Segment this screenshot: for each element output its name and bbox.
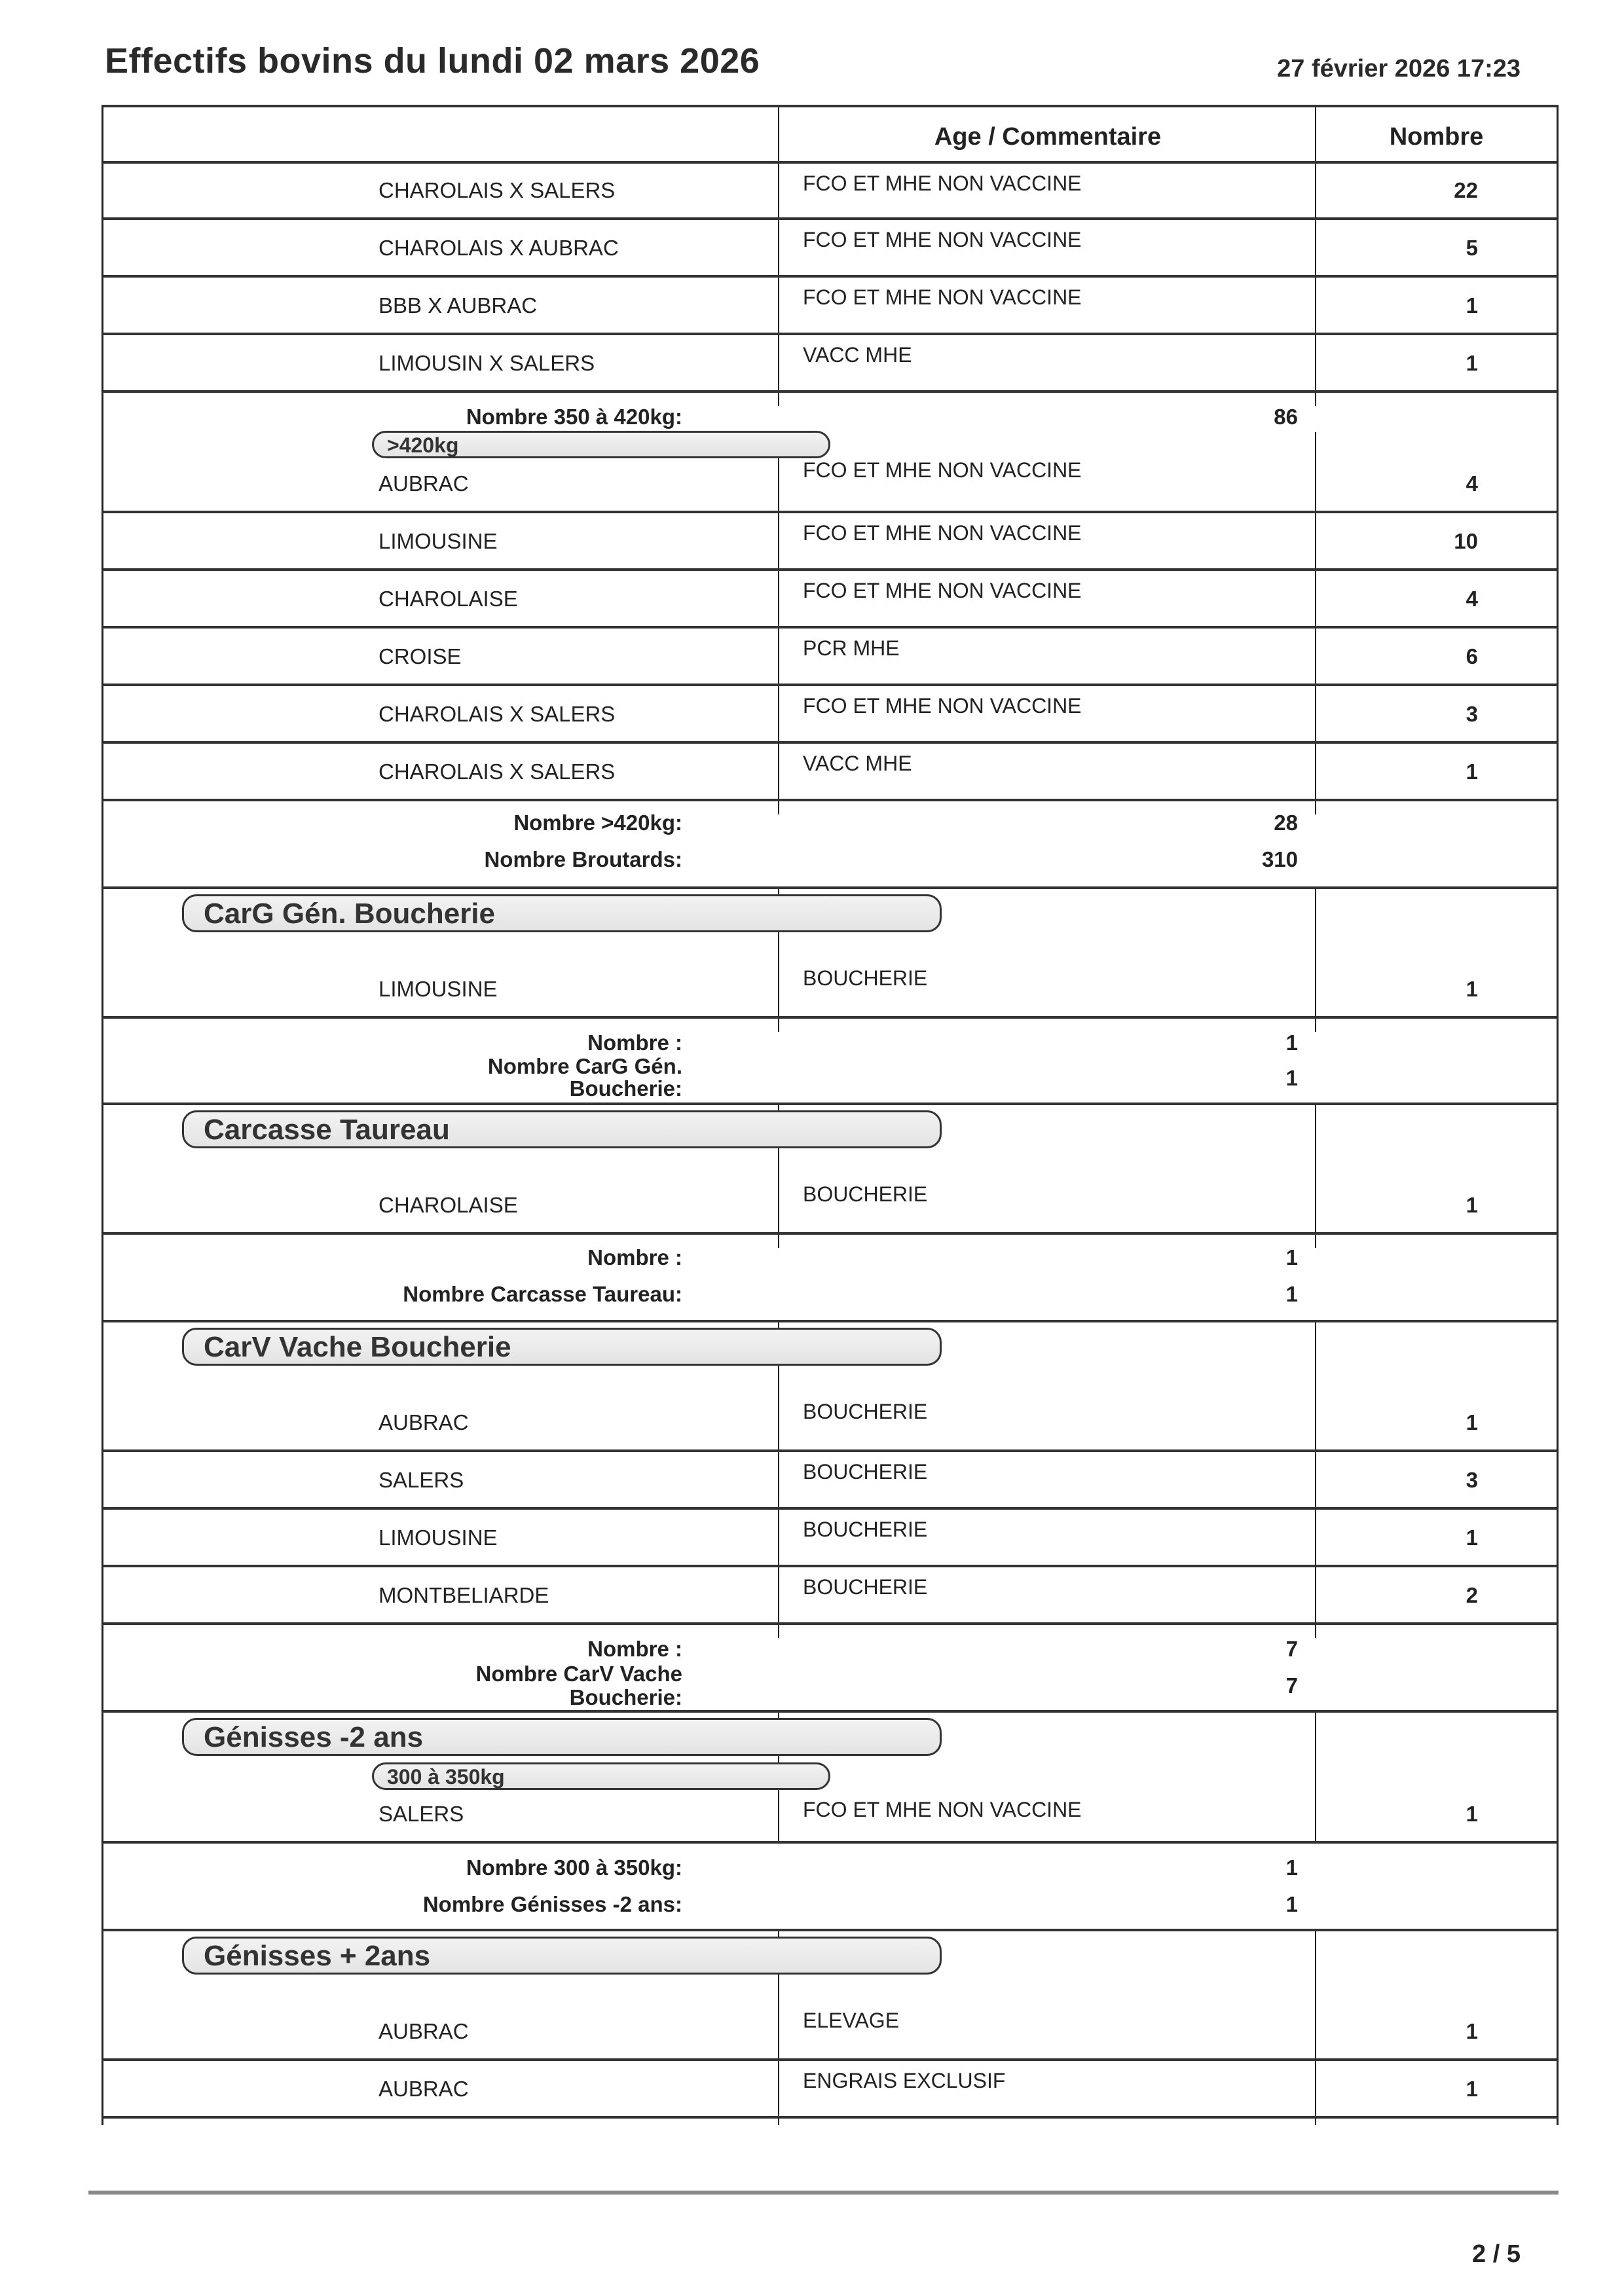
table-row	[101, 686, 1559, 744]
table-row	[101, 2061, 1559, 2119]
comment: BOUCHERIE	[803, 1460, 928, 1484]
breed: MONTBELIARDE	[378, 1583, 549, 1607]
total-label: Nombre :	[587, 1637, 682, 1661]
count: 6	[1466, 644, 1478, 668]
count: 1	[1466, 1525, 1478, 1550]
count: 1	[1466, 759, 1478, 784]
table-row	[101, 278, 1559, 335]
count: 1	[1466, 2077, 1478, 2101]
count: 1	[1466, 2019, 1478, 2043]
comment: FCO ET MHE NON VACCINE	[803, 521, 1082, 545]
breed: SALERS	[378, 1468, 464, 1492]
table-row	[101, 571, 1559, 629]
comment: BOUCHERIE	[803, 1575, 928, 1599]
breed: CHAROLAIS X SALERS	[378, 178, 616, 202]
totals-row	[101, 1019, 1559, 1105]
totals-row	[101, 1625, 1559, 1713]
group-row	[101, 1322, 1559, 1452]
comment: FCO ET MHE NON VACCINE	[803, 228, 1082, 251]
breed: BBB X AUBRAC	[378, 293, 538, 318]
count: 3	[1466, 1468, 1478, 1492]
table-row	[101, 335, 1559, 393]
group-row	[101, 889, 1559, 1019]
breed: SALERS	[378, 1802, 464, 1826]
total-value: 28	[1274, 811, 1298, 835]
count: 1	[1466, 293, 1478, 318]
total-value: 7	[1285, 1673, 1298, 1698]
total-label: Nombre 300 à 350kg:	[466, 1855, 682, 1880]
total-value: 310	[1261, 847, 1298, 871]
group-title-badge: Génisses + 2ans	[182, 1937, 942, 1975]
total-label: Nombre Carcasse Taureau:	[403, 1282, 682, 1306]
count: 1	[1466, 1802, 1478, 1826]
count: 2	[1466, 1583, 1478, 1607]
group-title-badge: CarG Gén. Boucherie	[182, 894, 942, 932]
breed: LIMOUSIN X SALERS	[378, 351, 595, 375]
total-label: Nombre :	[587, 1245, 682, 1269]
total-value: 1	[1285, 1282, 1298, 1306]
breed: CHAROLAIS X SALERS	[378, 759, 616, 784]
table-row	[101, 164, 1559, 220]
total-value: 1	[1285, 1892, 1298, 1916]
print-date: 27 février 2026 17:23	[1277, 55, 1521, 82]
breed: LIMOUSINE	[378, 529, 498, 553]
comment: FCO ET MHE NON VACCINE	[803, 285, 1082, 309]
subtotal-value: 86	[1274, 405, 1298, 429]
total-value: 7	[1285, 1637, 1298, 1661]
header-comment: Age / Commentaire	[778, 107, 1316, 161]
table-row	[101, 629, 1559, 686]
total-value: 1	[1285, 1066, 1298, 1090]
comment: ELEVAGE	[803, 2009, 900, 2032]
count: 4	[1466, 471, 1478, 496]
total-value: 1	[1285, 1855, 1298, 1880]
total-value: 1	[1285, 1030, 1298, 1055]
totals-row	[101, 801, 1559, 889]
table-row	[101, 513, 1559, 571]
footer-divider	[88, 2191, 1559, 2195]
comment: PCR MHE	[803, 636, 900, 660]
breed: CHAROLAISE	[378, 1193, 518, 1217]
total-label: Nombre Broutards:	[484, 847, 682, 871]
breed: AUBRAC	[378, 1410, 469, 1434]
table-row	[101, 393, 1559, 513]
count: 1	[1466, 977, 1478, 1001]
group-title-badge: Carcasse Taureau	[182, 1110, 942, 1148]
group-row	[101, 1713, 1559, 1844]
table-header	[101, 105, 1559, 164]
breed: CHAROLAIS X SALERS	[378, 702, 616, 726]
subtotal-label: Nombre 350 à 420kg:	[466, 405, 682, 429]
total-label: Nombre CarG Gén.	[487, 1054, 682, 1078]
comment: BOUCHERIE	[803, 1518, 928, 1541]
comment: ENGRAIS EXCLUSIF	[803, 2069, 1006, 2092]
count: 10	[1454, 529, 1478, 553]
group-row	[101, 1105, 1559, 1235]
breed: LIMOUSINE	[378, 977, 498, 1001]
breed: CHAROLAISE	[378, 587, 518, 611]
page-number: 2 / 5	[1472, 2240, 1521, 2268]
totals-row	[101, 1235, 1559, 1322]
table-row	[101, 1567, 1559, 1625]
report-title: Effectifs bovins du lundi 02 mars 2026	[105, 41, 760, 81]
comment: BOUCHERIE	[803, 1400, 928, 1423]
herd-table	[101, 105, 1559, 2125]
total-value: 1	[1285, 1245, 1298, 1269]
group-title-badge: Génisses -2 ans	[182, 1718, 942, 1756]
comment: VACC MHE	[803, 343, 912, 367]
count: 1	[1466, 1193, 1478, 1217]
count: 22	[1454, 178, 1478, 202]
header-count: Nombre	[1315, 107, 1557, 161]
breed: CHAROLAIS X AUBRAC	[378, 236, 619, 260]
total-label: Nombre Génisses -2 ans:	[422, 1892, 682, 1916]
subgroup-badge: >420kg	[372, 431, 830, 458]
comment: BOUCHERIE	[803, 966, 928, 990]
comment: FCO ET MHE NON VACCINE	[803, 458, 1082, 482]
table-row	[101, 220, 1559, 278]
total-label-cont: Boucherie:	[569, 1685, 682, 1709]
totals-row	[101, 1844, 1559, 1931]
total-label-cont: Boucherie:	[569, 1076, 682, 1101]
table-row	[101, 744, 1559, 801]
table-row	[101, 1452, 1559, 1510]
subgroup-badge: 300 à 350kg	[372, 1762, 830, 1790]
count: 4	[1466, 587, 1478, 611]
count: 1	[1466, 351, 1478, 375]
breed: AUBRAC	[378, 2019, 469, 2043]
total-label: Nombre >420kg:	[513, 811, 682, 835]
header-breed-cell	[103, 107, 778, 161]
group-row	[101, 1931, 1559, 2061]
count: 3	[1466, 702, 1478, 726]
comment: FCO ET MHE NON VACCINE	[803, 1798, 1082, 1821]
table-row	[101, 1510, 1559, 1567]
total-label: Nombre CarV Vache	[475, 1662, 682, 1686]
total-label: Nombre :	[587, 1030, 682, 1055]
breed: AUBRAC	[378, 471, 469, 496]
count: 5	[1466, 236, 1478, 260]
comment: FCO ET MHE NON VACCINE	[803, 172, 1082, 195]
comment: FCO ET MHE NON VACCINE	[803, 694, 1082, 718]
breed: CROISE	[378, 644, 462, 668]
breed: AUBRAC	[378, 2077, 469, 2101]
breed: LIMOUSINE	[378, 1525, 498, 1550]
group-title-badge: CarV Vache Boucherie	[182, 1328, 942, 1366]
comment: VACC MHE	[803, 752, 912, 775]
comment: BOUCHERIE	[803, 1182, 928, 1206]
count: 1	[1466, 1410, 1478, 1434]
comment: FCO ET MHE NON VACCINE	[803, 579, 1082, 602]
